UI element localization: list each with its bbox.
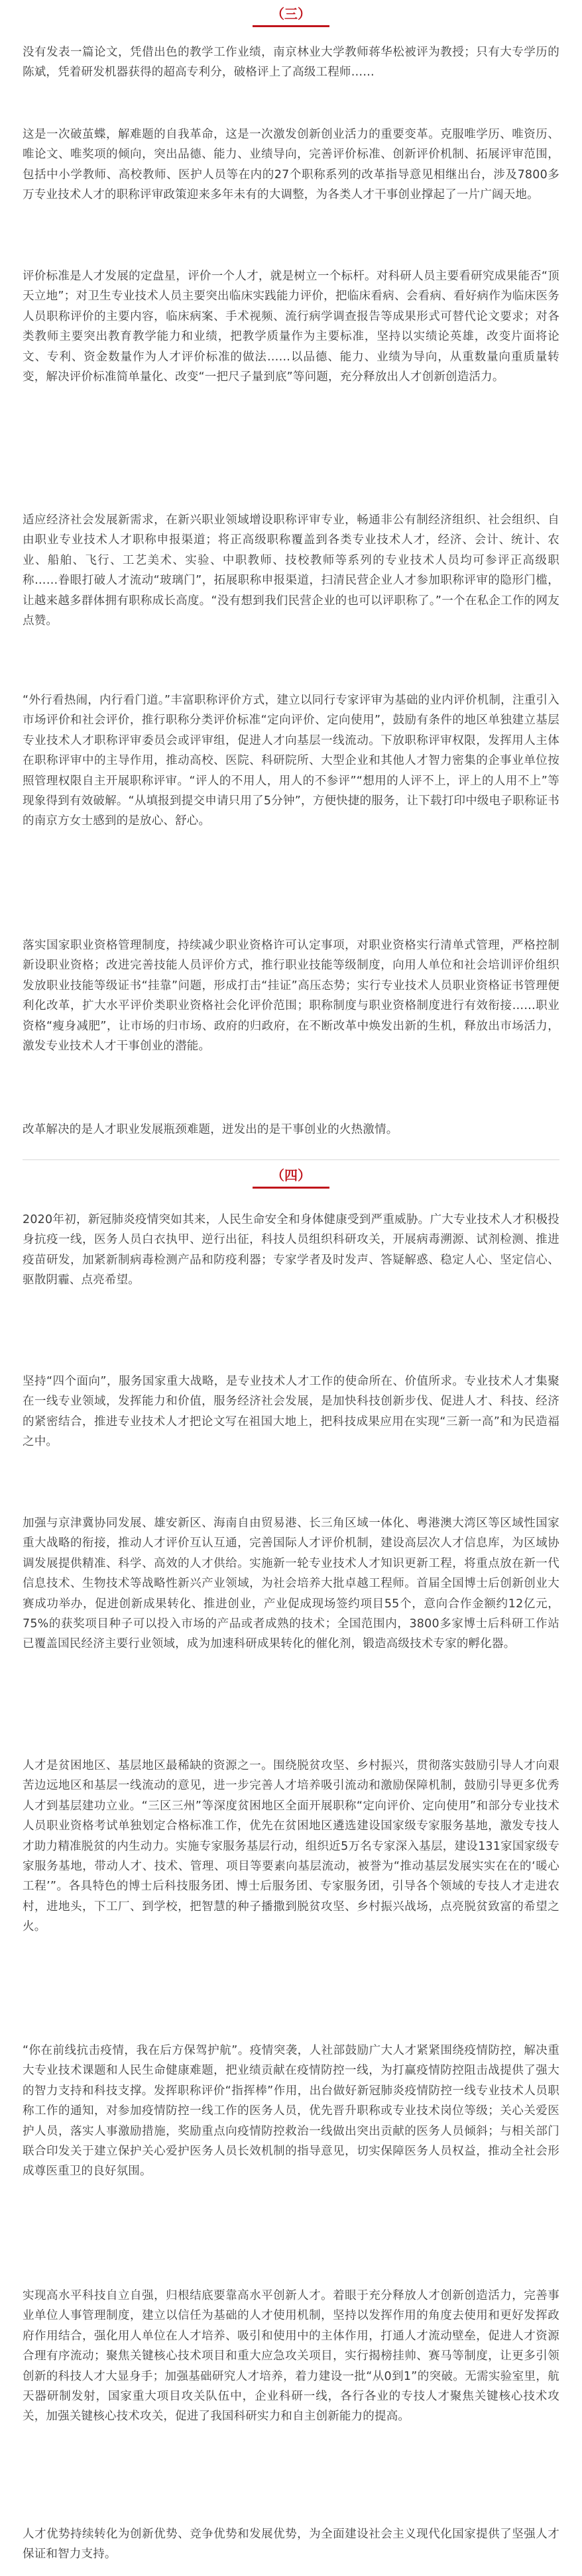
section-four-paragraph: [23, 2524, 559, 2567]
section-four-paragraph: [23, 2286, 559, 2508]
section-three: [23, 4, 559, 27]
paragraph: 适应经济社会发展新需求，在新兴职业领域增设职称评审专业，畅通非公有制经济组织、社会组织、自由职业专业技术人才职称申报渠道；将正高级职称覆盖到各类专业技术人才，经济、会计、统计、农业、船舶、飞行、工艺美术、实验、中职教师、技校教师等系列的专业技术人员均可参评正高级职称……眷眼打破人才流动“玻璃门”，拓展职称申报渠道，扫清民营企业人才参加职称评审的隐形门槛，让越来越多群体拥有职称成长高度。“没有想到我们民营企业的也可以评职称了。”一个在私企工作的网友点赞。: [23, 513, 559, 628]
paragraph: 落实国家职业资格管理制度，持续减少职业资格许可认定事项，对职业资格实行清单式管理，严格控制新设职业资格；改进完善技能人员评价方式，推行职业技能等级制度，向用人单位和社会培训评价组织发放职业技能等级证书“挂靠”问题，形成打击“挂证”高压态势；实行专业技术人员职业资格证书管理便利化改革，扩大水平评价类职业资格社会化评价范围；职称制度与职业资格制度进行有效衔接……职业资格“瘦身减肥”，让市场的归市场、政府的归政府，在不断改革中焕发出新的生机，释放出市场活力，激发专业技术人才干事创业的潜能。: [23, 939, 559, 1053]
section-three-paragraph: [23, 266, 559, 489]
section-four-paragraph: [23, 2041, 559, 2263]
paragraph: 坚持“四个面向”，服务国家重大战略，是专业技术人才工作的使命所在、价值所求。专业技术人才集聚在一线专业领域，发挥能力和价值，服务经济社会发展，是加快科技创新步伐、促进人才、科技、经济的紧密结合，推进专业技术人才把论文写在祖国大地上，把科技成果应用在实现“三新一高”和为民造福之中。: [23, 1375, 559, 1449]
divider: [23, 1159, 559, 1160]
paragraph: 实现高水平科技自立自强，归根结底要靠高水平创新人才。着眼于充分释放人才创新创造活力，完善事业单位人事管理制度，建立以信任为基础的人才使用机制，坚持以发挥作用的角度去使用和更好发挥政府作用结合，强化用人单位在人才培养、吸引和使用中的主体作用，打通人才流动壁垒，促进人才资源合理有序流动；聚焦关键核心技术项目和重大应急攻关项目，实行揭榜挂帅、赛马等制度，让更多引领创新的科技人才大显身手；加强基础研究人才培养，着力建设一批“从0到1”的突破。无需实验室里，航天器研制发射，国家重大项目攻关队伍中，企业科研一线，各行各业的专技人才聚焦关键核心技术攻关，加强关键核心技术攻关，促进了我国科研实力和自主创新能力的提高。: [23, 2289, 559, 2424]
paragraph: 2020年初，新冠肺炎疫情突如其来，人民生命安全和身体健康受到严重威胁。广大专业技术人才积极投身抗疫一线，医务人员白衣执甲、逆行出征，科技人员组织科研攻关，开展病毒溯源、试剂检测、推进疫苗研发，加紧新制病毒检测产品和防疫利器；专家学者及时发声、答疑解惑、稳定人心、坚定信心、驱散阴霾、点亮希望。: [23, 1213, 559, 1287]
section-heading: [23, 4, 559, 27]
section-three-paragraph: [23, 510, 559, 672]
section-four-paragraph: [23, 1371, 559, 1493]
section-three-paragraph: [23, 936, 559, 1097]
paragraph: “你在前线抗击疫情，我在后方保驾护航”。疫情突袭，人社部鼓励广大人才紧紧围绕疫情防控，解决重大专业技术课题和人民生命健康难题，把业绩贡献在疫情防控一线，为打赢疫情防控阻击战提供了强大的智力支持和科技支撑。发挥职称评价“指挥棒”作用，出台做好新冠肺炎疫情防控一线专业技术人员职称工作的通知，对参加疫情防控一线工作的医务人员，优先晋升职称或专业技术岗位等级；关心关爱医护人员，落实人事激励措施，奖励重点向疫情防控救治一线做出突出贡献的医务人员倾斜；与相关部门联合印发关于建立保护关心爱护医务人员长效机制的指导意见，切实保障医务人员权益，推动全社会形成尊医重卫的良好氛围。: [23, 2044, 559, 2178]
paragraph: 人才优势持续转化为创新优势、竞争优势和发展优势，为全面建设社会主义现代化国家提供了坚强人才保证和智力支持。: [23, 2528, 559, 2561]
paragraph: 人才是贫困地区、基层地区最稀缺的资源之一。围绕脱贫攻坚、乡村振兴，贯彻落实鼓励引导人才向艰苦边远地区和基层一线流动的意见，进一步完善人才培养吸引流动和激励保障机制，鼓励引导更多优秀人才到基层建功立业。“三区三州”等深度贫困地区全面开展职称“定向评价、定向使用”和部分专业技术人员职业资格考试单独划定合格标准工作，优先在贫困地区遴选建设国家级专家服务基地，激发专技人才助力精准脱贫的内生动力。实施专家服务基层行动，组织近5万名专家深入基层，建设131家国家级专家服务基地，带动人才、技术、管理、项目等要素向基层流动，被誉为“推动基层发展实实在在的‘暖心工程’”。各具特色的博士后科技服务团、博士后服务团、专家服务团，引导各个领域的专技人才走进农村，进地头，下工厂、到学校，把智慧的种子播撒到脱贫攻坚、乡村振兴战场，点亮脱贫致富的希望之火。: [23, 1759, 559, 1934]
paragraph: 加强与京津冀协同发展、雄安新区、海南自由贸易港、长三角区域一体化、粤港澳大湾区等区域性国家重大战略的衔接，推动人才评价互认互通，完善国际人才评价机制，建设高层次人才信息库，为区域协调发展提供精准、科学、高效的人才供给。实施新一轮专业技术人才知识更新工程，将重点放在新一代信息技术、生物技术等战略性新兴产业领域，为社会培养大批卓越工程师。首届全国博士后创新创业大赛成功举办，促进创新成果转化、推进创业，产业促成现场签约项目55个，意向合作金额约12亿元，75%的获奖项目种子可以投入市场的产品或者成熟的技术；全国范围内，3800多家博士后科研工作站已覆盖国民经济主要行业领域，成为加速科研成果转化的催化剂，锻造高级技术专家的孵化器。: [23, 1517, 559, 1651]
paragraph: 评价标准是人才发展的定盘星，评价一个人才，就是树立一个标杆。对科研人员主要看研究成果能否“顶天立地”；对卫生专业技术人员主要突出临床实践能力评价，把临床看病、会看病、看好病作为临床医务人员职称评价的主要内容，临床病案、手术视频、流行病学调查报告等成果形式可替代论文要求；对各类教师主要突出教育教学能力和业绩，把教学质量作为主要标准，坚持以实绩论英雄，改变片面将论文、专利、资金数量作为人才评价标准的做法……以品德、能力、业绩为导向，从重数量向重质量转变，解决评价标准简单量化、改变“一把尺子量到底”等问题，充分释放出人才创新创造活力。: [23, 270, 559, 384]
paragraph: 这是一次破茧蝶，解难题的自我革命，这是一次激发创新创业活力的重要变革。克服唯学历、唯资历、唯论文、唯奖项的倾向，突出品德、能力、业绩导向，完善评价标准、创新评价机制、拓展评审范围，包括中小学教师、高校教师、医护人员等在内的27个职称系列的改革指导意见相继出台，涉及7800多万专业技术人才的职称评审政策迎来多年未有的大调整，为各类人才干事创业撑起了一片广阔天地。: [23, 128, 559, 202]
section-heading: [23, 1165, 559, 1189]
section-three-paragraph: [23, 125, 559, 246]
section-three-paragraph: [23, 690, 559, 913]
section-title: （四）: [253, 1165, 329, 1189]
paragraph: 改革解决的是人才职业发展瓶颈难题，迸发出的是干事创业的火热激情。: [23, 1123, 398, 1136]
paragraph: “外行看热闹，内行看门道。”丰富职称评价方式，建立以同行专家评审为基础的业内评价机制，注重引入市场评价和社会评价，推行职称分类评价标准“定向评价、定向使用”，鼓励有条件的地区单独建立基层专业技术人才职称评审委员会或评审组，促进人才向基层一线流动。下放职称评审权限，发挥用人主体在职称评审中的主导作用，推动高校、医院、科研院所、大型企业和其他人才智力密集的企事业单位按照管理权限自主开展职称评审。“评人的不用人，用人的不参评”“想用的人评不上，评上的人用不上”等现象得到有效破解。“从填报到提交申请只用了5分钟”，方便快捷的服务，让下载打印中级电子职称证书的南京方女士感到的是放心、舒心。: [23, 694, 559, 828]
section-four-paragraph: [23, 1210, 559, 1352]
paragraph: 没有发表一篇论文，凭借出色的教学工作业绩，南京林业大学教师蒋华松被评为教授；只有大专学历的陈斌，凭着研发机器获得的超高专利分，破格评上了高级工程师……: [23, 46, 559, 80]
section-four-paragraph: [23, 1513, 559, 1736]
section-three-paragraph: [23, 42, 559, 103]
section-four: [23, 1159, 559, 1189]
section-four-paragraph: [23, 1756, 559, 2019]
section-title: （三）: [253, 4, 329, 27]
section-three-paragraph: [23, 1120, 559, 1141]
